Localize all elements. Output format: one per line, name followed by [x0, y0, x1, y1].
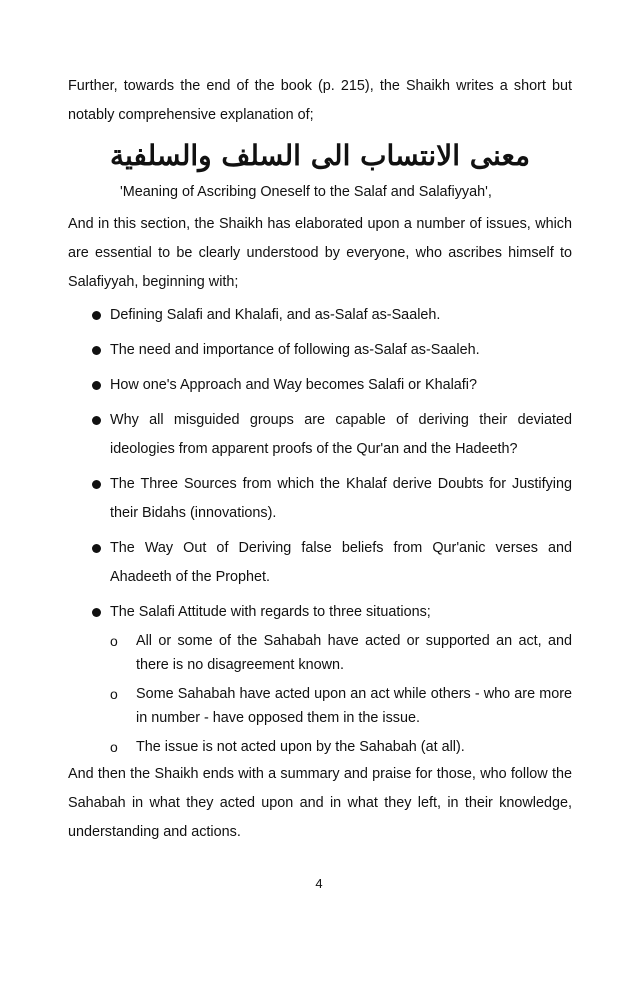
arabic-heading: معنى الانتساب الى السلف والسلفية [109, 139, 531, 172]
situations-sublist [110, 629, 572, 759]
bullet-dot [92, 346, 101, 355]
list-item-text: How one's Approach and Way becomes Salafi or Khalafi? [110, 377, 477, 393]
sub-bullet-marker: o [110, 739, 118, 755]
list-item-text: The Three Sources from which the Khalaf derive Doubts for Justifying their Bidahs (innovations). [110, 476, 572, 521]
sublist-item [110, 682, 572, 730]
list-item-text: The need and importance of following as-Salaf as-Saaleh. [110, 342, 480, 358]
list-item [68, 301, 572, 330]
list-item [68, 336, 572, 365]
list-item [68, 406, 572, 464]
bullet-dot [92, 381, 101, 390]
sub-bullet-marker: o [110, 686, 118, 702]
list-item [68, 470, 572, 528]
sublist-item-text: The issue is not acted upon by the Sahabah (at all). [136, 739, 465, 755]
list-item [68, 534, 572, 592]
list-item [68, 371, 572, 400]
sublist-item [110, 735, 572, 759]
bullet-dot [92, 416, 101, 425]
bullet-dot [92, 544, 101, 553]
list-item [68, 598, 572, 759]
issues-list [68, 301, 572, 765]
page-number: 4 [315, 876, 323, 891]
list-item-text: The Salafi Attitude with regards to three situations; [110, 604, 431, 620]
bullet-dot [92, 608, 101, 617]
sublist-item-text: Some Sahabah have acted upon an act while others - who are more in number - have opposed them in the issue. [136, 686, 572, 726]
list-item-text: Why all misguided groups are capable of deriving their deviated ideologies from apparent proofs of the Qur'an and the Hadeeth? [110, 412, 572, 457]
list-item-text: The Way Out of Deriving false beliefs from Qur'anic verses and Ahadeeth of the Prophet. [110, 540, 572, 585]
sublist-item-text: All or some of the Sahabah have acted or supported an act, and there is no disagreement known. [136, 633, 572, 673]
sublist-item [110, 629, 572, 677]
meaning-line: 'Meaning of Ascribing Oneself to the Salaf and Salafiyyah', [120, 184, 492, 200]
closing-paragraph: And then the Shaikh ends with a summary and praise for those, who follow the Sahabah in what they acted upon and in what they left, in their knowledge, understanding and actions. [68, 766, 572, 840]
bullet-dot [92, 311, 101, 320]
section-paragraph: And in this section, the Shaikh has elaborated upon a number of issues, which are essential to be clearly understood by everyone, who ascribes himself to Salafiyyah, beginning with; [68, 216, 572, 290]
sub-bullet-marker: o [110, 633, 118, 649]
intro-paragraph: Further, towards the end of the book (p. 215), the Shaikh writes a short but notably comprehensive explanation of; [68, 78, 572, 123]
list-item-text: Defining Salafi and Khalafi, and as-Salaf as-Saaleh. [110, 307, 441, 323]
bullet-dot [92, 480, 101, 489]
